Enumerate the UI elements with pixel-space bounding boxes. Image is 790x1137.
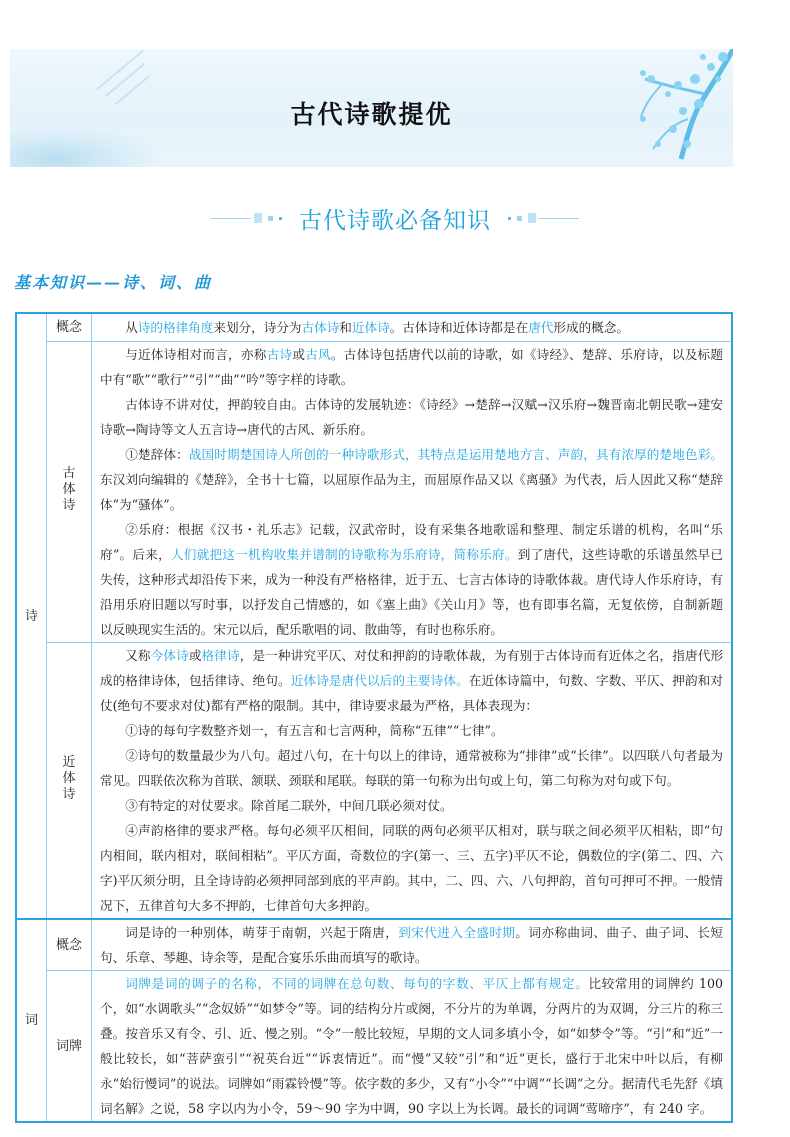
square-decoration [517, 216, 522, 221]
square-decoration [254, 213, 262, 223]
divider-line [539, 218, 579, 219]
table-row [16, 342, 732, 643]
paragraph: ②诗句的数量最少为八句。超过八句，在十句以上的律诗，通常被称为“排律”或“长律”。以四联八句者最为常见。四联依次称为首联、颔联、颈联和尾联。每联的第一句称为出句或上句，第二句称为对句或下句。 [100, 748, 723, 788]
paragraph: 从诗的格律角度来划分，诗分为古体诗和近体诗。古体诗和近体诗都是在唐代形成的概念。 [125, 320, 629, 335]
paragraph: 古体诗不讲对仗，押韵较自由。古体诗的发展轨迹：《诗经》→楚辞→汉赋→汉乐府→魏晋南北朝民歌→建安诗歌→陶诗等文人五言诗→唐代的古风、新乐府。 [100, 397, 723, 437]
paragraph: 词是诗的一种别体，萌芽于南朝，兴起于隋唐，到宋代进入全盛时期。词亦称曲词、曲子、曲子词、长短句、乐章、琴趣、诗余等，是配合宴乐乐曲而填写的歌诗。 [100, 925, 724, 965]
table-row [16, 971, 732, 1123]
subcategory-cell: 词牌 [47, 971, 92, 1123]
table-row [16, 313, 732, 342]
table-row [16, 919, 732, 971]
subcategory-cell: 古体诗 [47, 342, 92, 643]
paragraph: ③有特定的对仗要求。除首尾二联外，中间几联必须对仗。 [125, 798, 453, 813]
subcategory-cell: 概念 [47, 313, 92, 342]
category-cell: 诗 [16, 313, 47, 919]
content-cell [92, 342, 733, 643]
paragraph: ②乐府：根据《汉书・礼乐志》记载，汉武帝时，设有采集各地歌谣和整理、制定乐谱的机构，名叫“乐府”。后来，人们就把这一机构收集并谱制的诗歌称为乐府诗，简称乐府。到了唐代，这些诗歌的乐谱虽然早已失传，这种形式却沿传下来，成为一种没有严格格律，近于五、七言古体诗的诗歌体裁。唐代诗人作乐府诗，有沿用乐府旧题以写时事，以抒发自己情感的，如《塞上曲》《关山月》等，也有即事名篇，无复依傍，自制新题以反映现实生活的。宋元以后，配乐歌唱的词、散曲等，有时也称乐府。 [100, 522, 723, 637]
header-banner [10, 49, 733, 167]
paragraph: 词牌是词的调子的名称，不同的词牌在总句数、每句的字数、平仄上都有规定。比较常用的词牌约 100 个，如“水调歌头”“念奴娇”“如梦令”等。词的结构分片或阕，不分片的为单调，分两片的为双调，分三片的称三叠。按音乐又有令、引、近、慢之别。“令”一般比较短，早期的文人词多填小令，如“如梦令”等。“引”和“近”一般比较长，如“菩萨蛮引”“祝英台近”“诉衷情近”。而“慢”又较“引”和“近”更长，盛行于北宋中叶以后，有柳永“始衍慢词”的说法。词牌如“雨霖铃慢”等。依字数的多少，又有“小令”“中调”“长调”之分。据清代毛先舒《填词名解》之说，58 字以内为小令，59～90 字为中调，90 字以上为长调。最长的词调“莺啼序”，有 240 字。 [100, 976, 724, 1116]
sub-heading: 基本知识——诗、词、曲 [14, 273, 213, 292]
content-cell [92, 971, 733, 1123]
divider-line [211, 218, 251, 219]
square-decoration [268, 216, 273, 221]
content-cell [92, 313, 733, 342]
subcategory-cell: 概念 [47, 919, 92, 971]
subcategory-cell: 近体诗 [47, 643, 92, 920]
square-decoration [528, 213, 536, 223]
section-title [0, 203, 790, 233]
paragraph: ①楚辞体：战国时期楚国诗人所创的一种诗歌形式，其特点是运用楚地方言、声韵，具有浓厚的楚地色彩。东汉刘向编辑的《楚辞》，全书十七篇，以屈原作品为主，而屈原作品又以《离骚》为代表，后人因此又称“楚辞体”为“骚体”。 [100, 447, 724, 512]
content-cell [92, 643, 733, 920]
paragraph: ①诗的每句字数整齐划一，有五言和七言两种，简称“五律”“七律”。 [125, 723, 504, 738]
category-cell: 词 [16, 919, 47, 1122]
table-row [16, 643, 732, 920]
banner-title: 古代诗歌提优 [290, 100, 453, 129]
square-decoration [508, 217, 511, 220]
paragraph: ④声韵格律的要求严格。每句必须平仄相间，同联的两句必须平仄相对，联与联之间必须平仄相粘，即“句内相间，联内相对，联间相粘”。平仄方面，奇数位的字(第一、三、五字)平仄不论，偶数位的字(第二、四、六字)平仄须分明，且全诗诗韵必须押同部到底的平声韵。其中，二、四、六、八句押韵，首句可押可不押。一般情况下，五律首句大多不押韵，七律首句大多押韵。 [100, 823, 723, 913]
paragraph: 与近体诗相对而言，亦称古诗或古风。古体诗包括唐代以前的诗歌，如《诗经》、楚辞、乐府诗，以及标题中有“歌”“歌行”“引”“曲”“吟”等字样的诗歌。 [100, 347, 724, 387]
mountain-stroke [105, 63, 145, 97]
landscape-decoration [10, 127, 160, 167]
knowledge-table [15, 312, 733, 1123]
plum-blossom-icon [583, 49, 733, 167]
content-cell [92, 919, 733, 971]
paragraph: 又称今体诗或格律诗，是一种讲究平仄、对仗和押韵的诗歌体裁，为有别于古体诗而有近体之名，指唐代形成的格律诗体，包括律诗、绝句。近体诗是唐代以后的主要诗体。在近体诗篇中，句数、字数、平仄、押韵和对仗(绝句不要求对仗)都有严格的限制。其中，律诗要求最为严格，具体表现为： [100, 648, 724, 713]
square-decoration [279, 217, 282, 220]
section-title-text: 古代诗歌必备知识 [299, 207, 491, 234]
